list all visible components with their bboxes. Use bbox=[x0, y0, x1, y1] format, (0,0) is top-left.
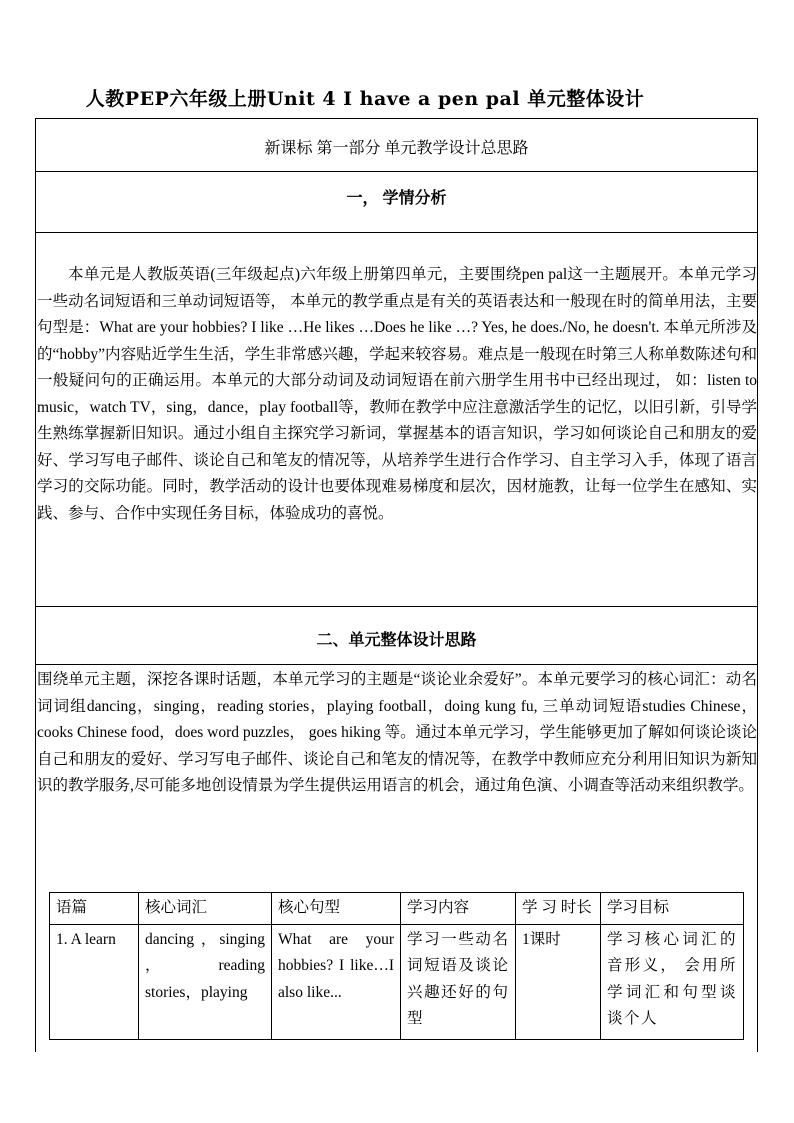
section2-heading: 二、单元整体设计思路 bbox=[316, 632, 477, 649]
document-title: 人教PEP六年级上册Unit 4 I have a pen pal 单元整体设计 bbox=[85, 88, 645, 110]
divider bbox=[36, 606, 757, 607]
header-cell: 核心词汇 bbox=[139, 893, 272, 925]
table-cell: 学习一些动名词短语及谈论兴趣还好的句型 bbox=[401, 924, 516, 1039]
header-cell: 学习目标 bbox=[601, 893, 744, 925]
header-cell: 语篇 bbox=[50, 893, 139, 925]
table-row bbox=[50, 924, 744, 1039]
divider bbox=[36, 232, 757, 233]
header-cell: 学习内容 bbox=[401, 893, 516, 925]
frame-header: 新课标 第一部分 单元教学设计总思路 bbox=[264, 140, 529, 157]
divider bbox=[36, 171, 757, 172]
divider bbox=[36, 664, 757, 665]
table-cell: 1课时 bbox=[516, 924, 601, 1039]
header-cell: 核心句型 bbox=[272, 893, 401, 925]
table-cell: What are your hobbies? I like…I also like... bbox=[272, 924, 401, 1039]
table-cell: 学习核心词汇的音形义， 会用所学词汇和句型谈谈个人 bbox=[601, 924, 744, 1039]
design-frame bbox=[35, 118, 758, 1052]
section1-body: 本单元是人教版英语(三年级起点)六年级上册第四单元，主要围绕pen pal这一主题展开。本单元学习一些动名词短语和三单动词短语等， 本单元的教学重点是有关的英语表达和一般现在时的简单用法，主要句型是：What are your hobbies? I like …He likes …Does he like …? Yes, he does./No, he doesn't. 本单元所涉及的“hobby”内容贴近学生生活，学生非常感兴趣，学起来较容易。难点是一般现在时第三人称单数陈述句和一般疑问句的正确运用。本单元的大部分动词及动词短语在前六册学生用书中已经出现过， 如：listen to music，watch TV，sing，dance，play football等，教师在教学中应注意激活学生的记忆，以旧引新，引导学生熟练掌握新旧知识。通过小组自主探究学习新词，掌握基本的语言知识，学习如何谈论自己和朋友的爱好、学习写电子邮件、谈论自己和笔友的情况等，从培养学生进行合作学习、自主学习入手，体现了语言学习的交际功能。同时，教学活动的设计也要体现难易梯度和层次，因材施教，让每一位学生在感知、实践、参与、合作中实现任务目标，体验成功的喜悦。 bbox=[37, 266, 757, 522]
table-cell: 1. A learn bbox=[50, 924, 139, 1039]
table-cell: dancing ，singing ，reading stories，playing bbox=[139, 924, 272, 1039]
lesson-table bbox=[49, 892, 744, 1040]
header-cell: 学 习 时长 bbox=[516, 893, 601, 925]
section1-heading: 一， 学情分析 bbox=[346, 190, 447, 207]
section2-body: 围绕单元主题，深挖各课时话题，本单元学习的主题是“谈论业余爱好”。本单元要学习的核心词汇：动名词词组dancing，singing，reading stories，playing football，doing kung fu, 三单动词短语studies Chinese，cooks Chinese food，does word puzzles， goes hiking 等。通过本单元学习，学生能够更加了解如何谈论谈论自己和朋友的爱好、学习写电子邮件、谈论自己和笔友的情况等，在教学中教师应充分利用旧知识为新知识的教学服务,尽可能多地创设情景为学生提供运用语言的机会，通过角色演、小调查等活动来组织教学。 bbox=[37, 671, 757, 794]
table-header-row bbox=[50, 893, 744, 925]
